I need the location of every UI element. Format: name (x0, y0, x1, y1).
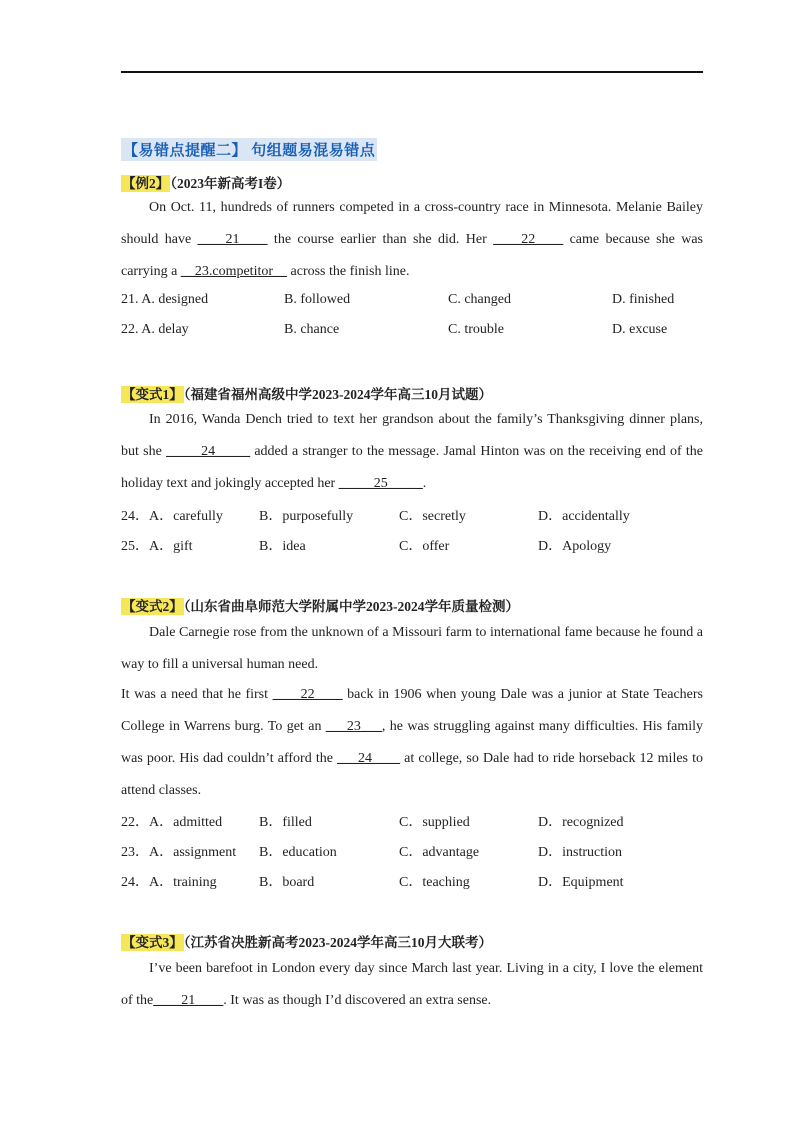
option-c: C．secretly (399, 509, 466, 524)
passage-text: the course earlier than she did. Her (267, 232, 494, 247)
blank-21: ____21____ (197, 232, 268, 247)
question-row (121, 535, 721, 555)
variant2-header (121, 595, 519, 615)
question-row (121, 505, 721, 525)
option-a: 25．A．gift (121, 539, 193, 554)
variant2-para1: Dale Carnegie rose from the unknown of a Missouri farm to international fame because he found a way to fill a universal human need. (121, 625, 703, 672)
option-b: B．board (259, 875, 315, 890)
example-passage (121, 192, 703, 288)
question-row (121, 871, 721, 891)
option-d: D．accidentally (538, 509, 630, 524)
option-d: D．Apology (538, 539, 612, 554)
option-a: 22．A．admitted (121, 815, 223, 830)
example-source: （2023年新高考I卷） (170, 176, 291, 191)
variant1-source: （福建省福州高级中学2023-2024学年高三10月试题） (183, 387, 492, 402)
variant3-header (121, 931, 492, 951)
option-a: 21. A. designed (121, 292, 209, 307)
passage-text: came because she was carrying a (121, 232, 704, 279)
passage-text: back in 1906 when young Dale was a junior at State Teachers College in Warrens burg. To get an (121, 687, 703, 734)
passage-text: . (422, 476, 427, 491)
option-b: B．idea (259, 539, 306, 554)
variant3-source: （江苏省决胜新高考2023-2024学年高三10月大联考） (183, 935, 492, 950)
option-c: C．advantage (399, 845, 480, 860)
option-c: C．offer (399, 539, 450, 554)
passage-text: . It was as though I’d discovered an extra sense. (223, 993, 492, 1008)
variant2-tag: 【变式2】 (122, 599, 183, 614)
option-c: C. changed (448, 292, 511, 307)
option-d: D．recognized (538, 815, 624, 830)
question-row (121, 841, 721, 861)
variant2-passage (121, 679, 703, 807)
option-a: 23．A．assignment (121, 845, 237, 860)
section-title: 【易错点提醒二】 句组题易混易错点 (121, 138, 377, 161)
option-b: B. followed (284, 292, 351, 307)
variant1-header (121, 383, 492, 403)
top-rule (121, 71, 703, 73)
passage-text: I’ve been barefoot in London every day since March last year. Living in a city, I love the element of the (121, 961, 703, 1008)
option-a: 24．A．carefully (121, 509, 223, 524)
passage-text: , he was struggling against many difficulties. His family was poor. His dad couldn’t afford the (121, 719, 703, 766)
variant2-source: （山东省曲阜师范大学附属中学2023-2024学年质量检测） (183, 599, 519, 614)
passage-text: added a stranger to the message. Jamal Hinton was on the receiving end of the holiday text and jokingly accepted her (121, 444, 703, 491)
option-d: D．instruction (538, 845, 622, 860)
blank-22: ____22____ (272, 687, 343, 702)
blank-23: ___23___ (325, 719, 382, 734)
example-tag: 【例2】 (122, 176, 170, 191)
option-b: B. chance (284, 322, 340, 337)
option-d: D．Equipment (538, 875, 624, 890)
blank-24: ___24____ (337, 751, 401, 766)
option-c: C．supplied (399, 815, 470, 830)
question-row (121, 292, 721, 312)
option-a: 24．A．training (121, 875, 217, 890)
option-b: B．filled (259, 815, 312, 830)
option-d: D. excuse (612, 322, 668, 337)
option-d: D. finished (612, 292, 675, 307)
blank-22: ____22____ (493, 232, 564, 247)
blank-24: _____24_____ (166, 444, 251, 459)
question-row (121, 322, 721, 342)
blank-25: _____25_____ (338, 476, 423, 491)
blank-23: __23.competitor__ (180, 264, 288, 279)
option-c: C．teaching (399, 875, 470, 890)
passage-text: at college, so Dale had to ride horseback 12 miles to attend classes. (121, 751, 703, 798)
variant3-tag: 【变式3】 (122, 935, 183, 950)
example-header (121, 172, 290, 192)
blank-21: ____21____ (153, 993, 224, 1008)
option-b: B．purposefully (259, 509, 354, 524)
passage-text: In 2016, Wanda Dench tried to text her grandson about the family’s Thanksgiving dinner plans, but she (121, 412, 703, 459)
variant1-tag: 【变式1】 (122, 387, 183, 402)
option-b: B．education (259, 845, 337, 860)
passage-text: across the finish line. (287, 264, 410, 279)
passage-text: On Oct. 11, hundreds of runners competed in a cross-country race in Minnesota. Melanie Bailey should have (121, 200, 703, 247)
question-row (121, 811, 721, 831)
option-a: 22. A. delay (121, 322, 189, 337)
variant1-passage (121, 404, 703, 500)
option-c: C. trouble (448, 322, 504, 337)
variant3-passage (121, 953, 703, 1017)
passage-text: It was a need that he first (121, 687, 273, 702)
